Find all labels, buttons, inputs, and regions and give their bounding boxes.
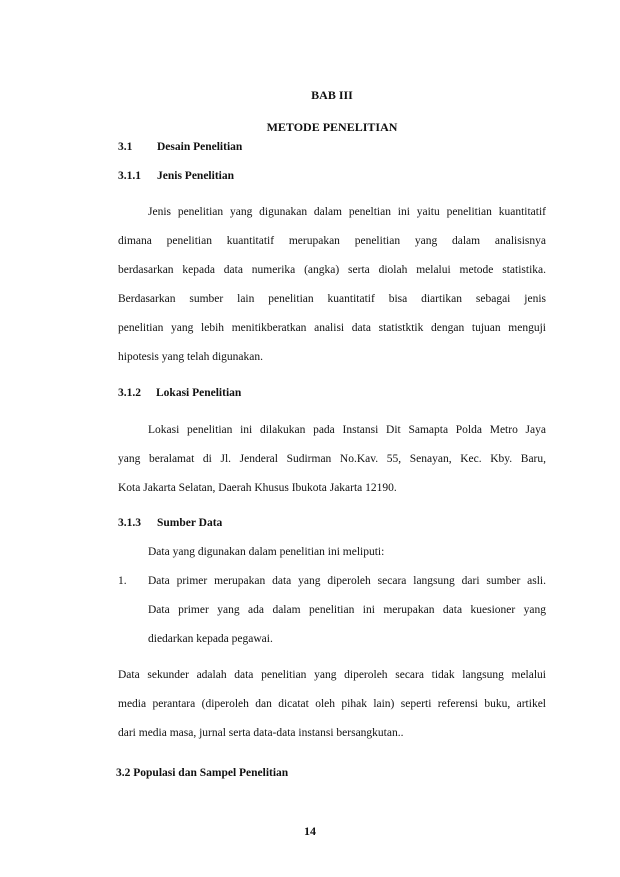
list-item-line: diedarkan kepada pegawai. xyxy=(148,633,273,645)
list-intro: Data yang digunakan dalam penelitian ini meliputi: xyxy=(148,546,385,558)
heading-3-1-3 xyxy=(118,517,222,529)
heading-3-1 xyxy=(118,141,242,153)
paragraph-line: yang beralamat di Jl. Jenderal Sudirman No.Kav. 55, Senayan, Kec. Kby. Baru, xyxy=(118,453,546,465)
list-item-line: Data primer yang ada dalam penelitian ini merupakan data kuesioner yang xyxy=(148,604,546,616)
list-item-line: Data primer merupakan data yang diperoleh secara langsung dari sumber asli. xyxy=(148,575,546,587)
list-number: 1. xyxy=(118,575,127,587)
paragraph-line: penelitian yang lebih menitikberatkan analisi data statistktik dengan tujuan menguji xyxy=(118,322,546,334)
heading-number: 3.1 xyxy=(118,141,133,153)
paragraph-line: berdasarkan kepada data numerika (angka) serta diolah melalui metode statistika. xyxy=(118,264,546,276)
paragraph-line: dari media masa, jurnal serta data-data instansi bersangkutan.. xyxy=(118,727,404,739)
heading-number: 3.1.2 xyxy=(118,387,141,399)
paragraph-line: hipotesis yang telah digunakan. xyxy=(118,351,263,363)
chapter-title: METODE PENELITIAN xyxy=(266,120,398,134)
heading-title: Desain Penelitian xyxy=(157,141,243,153)
paragraph-line: media perantara (diperoleh dan dicatat oleh pihak lain) seperti referensi buku, artikel xyxy=(118,698,546,710)
heading-3-1-2 xyxy=(118,387,241,399)
chapter-label: BAB III xyxy=(311,88,353,102)
paragraph-line: Kota Jakarta Selatan, Daerah Khusus Ibukota Jakarta 12190. xyxy=(118,482,397,494)
paragraph-line: Jenis penelitian yang digunakan dalam peneltian ini yaitu penelitian kuantitatif xyxy=(148,206,546,218)
heading-number: 3.1.3 xyxy=(118,517,141,529)
heading-number: 3.1.1 xyxy=(118,170,141,182)
heading-3-1-1 xyxy=(118,170,234,182)
paragraph-line: Berdasarkan sumber lain penelitian kuantitatif bisa diartikan sebagai jenis xyxy=(118,293,546,305)
page-number: 14 xyxy=(304,824,316,838)
heading-title: Lokasi Penelitian xyxy=(156,387,242,399)
heading-title: Sumber Data xyxy=(157,517,223,529)
paragraph-line: Data sekunder adalah data penelitian yang diperoleh secara tidak langsung melalui xyxy=(118,669,546,681)
heading-3-2: 3.2 Populasi dan Sampel Penelitian xyxy=(116,767,289,779)
paragraph-line: dimana penelitian kuantitatif merupakan penelitian yang dalam analisisnya xyxy=(118,235,546,247)
heading-title: Jenis Penelitian xyxy=(157,170,234,182)
paragraph-line: Lokasi penelitian ini dilakukan pada Instansi Dit Samapta Polda Metro Jaya xyxy=(148,424,546,436)
